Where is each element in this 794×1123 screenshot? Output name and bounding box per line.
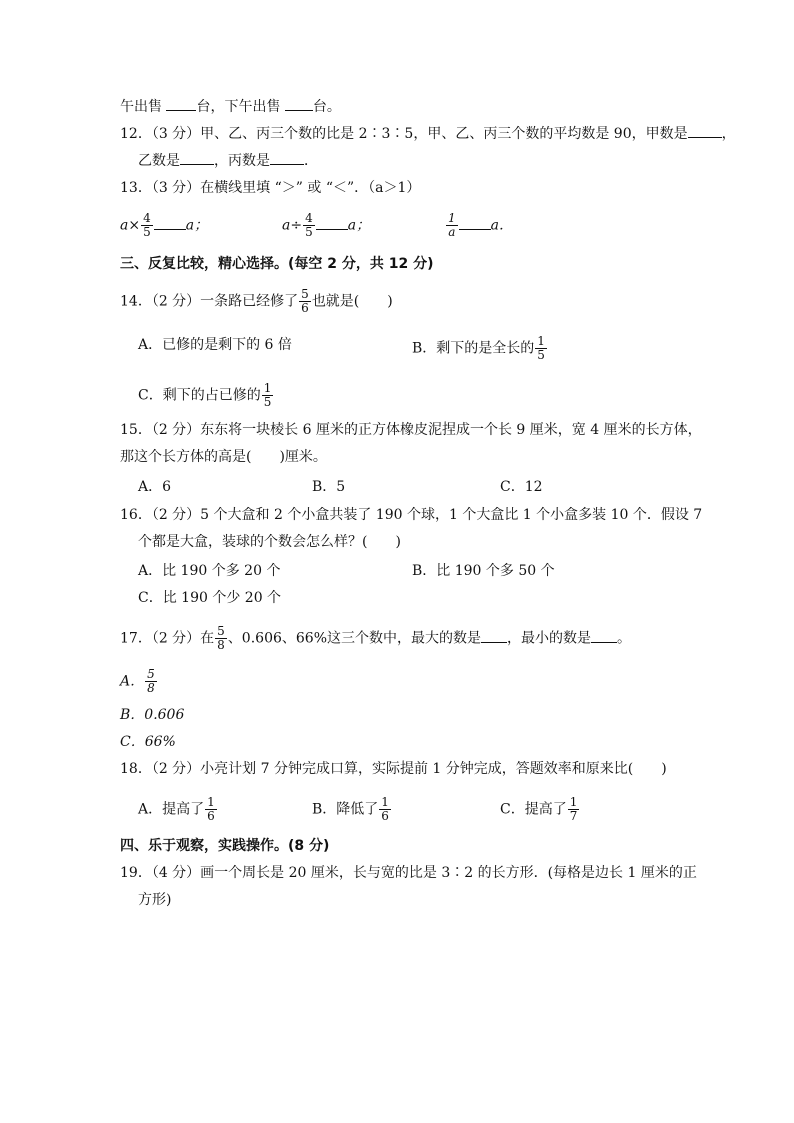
section-4-heading: 四、乐于观察，实践操作。(8 分) [120, 838, 330, 854]
q12-text-yi: 乙数是 [138, 153, 180, 169]
q16-line2: 个都是大盒，装球的个数会怎么样？( ) [138, 534, 401, 550]
q11-text-c: 台。 [312, 99, 341, 115]
answer-blank-bing[interactable] [270, 150, 304, 165]
q17-option-c[interactable]: C．66% [120, 734, 176, 750]
q14-option-c[interactable] [138, 382, 274, 409]
section-3-heading: 三、反复比较，精心选择。(每空 2 分，共 12 分) [120, 256, 434, 272]
q15-option-b[interactable]: B．5 [312, 479, 346, 495]
q12-punct2: ． [304, 153, 318, 169]
q16-option-a[interactable]: A．比 190 个多 20 个 [138, 563, 281, 579]
q11-text-b: 台，下午出售 [196, 99, 285, 115]
q11-text-a: 午出售 [120, 99, 167, 115]
q15-line2: 那这个长方体的高是( )厘米。 [120, 449, 327, 465]
q13-expr1 [120, 212, 208, 239]
fraction: $\frac{5}{8}$ [217, 624, 225, 652]
expr-text: a； [347, 217, 371, 234]
q12-text: 12．（3 分）甲、乙、丙三个数的比是 2∶3∶5，甲、乙、丙三个数的平均数是 90，甲数是 [120, 126, 688, 142]
fraction: $\frac{1}{a}$ [448, 211, 456, 239]
q17-text [120, 625, 631, 652]
option-text: B．剩下的是全长的 [412, 340, 535, 357]
q17-text-b: 、0.606、66%这三个数中，最大的数是 [227, 630, 482, 647]
q12-line1 [120, 123, 736, 144]
q18-option-a[interactable] [138, 796, 218, 823]
expr-text: a． [490, 217, 513, 234]
fraction: $\frac{1}{5}$ [263, 381, 272, 409]
compare-blank[interactable] [316, 215, 348, 230]
answer-blank-jia[interactable] [688, 123, 722, 138]
fraction: $\frac{1}{7}$ [569, 795, 578, 823]
fraction: $\frac{1}{5}$ [537, 334, 545, 362]
q15-option-a[interactable]: A．6 [138, 479, 172, 495]
fraction: $\frac{4}{5}$ [305, 211, 313, 239]
q11-tail [120, 96, 341, 117]
fraction: $\frac{1}{6}$ [207, 795, 215, 823]
expr-text: a； [185, 217, 209, 234]
option-text: C．提高了 [500, 801, 567, 818]
q19-line1: 19．（4 分）画一个周长是 20 厘米，长与宽的比是 3∶2 的长方形．(每格是边长 1 厘米的正 [120, 865, 697, 881]
q17-text-c: ，最小的数是 [507, 630, 592, 647]
q13-expr2 [282, 212, 370, 239]
q13-text: 13．（3 分）在横线里填 “＞” 或 “＜”．（a＞1） [120, 180, 421, 196]
q12-punct: ， [721, 126, 736, 142]
q14-option-b[interactable] [412, 335, 548, 362]
q15-option-c[interactable]: C．12 [500, 479, 543, 495]
q12-text-bing: ，丙数是 [214, 153, 270, 169]
q15-line1: 15．（2 分）东东将一块棱长 6 厘米的正方体橡皮泥捏成一个长 9 厘米，宽 4 厘米的长方体， [120, 422, 702, 438]
answer-blank-max[interactable] [481, 628, 507, 643]
fraction: $\frac{4}{5}$ [143, 211, 151, 239]
q14-text [120, 288, 393, 315]
q16-option-c[interactable]: C．比 190 个少 20 个 [138, 590, 282, 606]
option-text: B．降低了 [312, 801, 379, 818]
q18-option-b[interactable] [312, 796, 392, 823]
answer-blank-min[interactable] [591, 628, 617, 643]
option-label: A． [120, 673, 145, 690]
answer-blank[interactable] [285, 96, 313, 111]
fraction: $\frac{5}{6}$ [301, 287, 309, 315]
expr-text: a× [120, 217, 141, 234]
q12-line2 [138, 150, 318, 171]
q17-option-b[interactable]: B．0.606 [120, 707, 185, 723]
q14-text-b: 也就是( ) [311, 293, 393, 310]
fraction: $\frac{5}{8}$ [147, 667, 155, 695]
q14-option-a[interactable]: A．已修的是剩下的 6 倍 [138, 337, 292, 353]
option-text: A．提高了 [138, 801, 205, 818]
q19-line2: 方形) [138, 892, 172, 908]
q17-text-a: 17．（2 分）在 [120, 630, 215, 647]
fraction: $\frac{1}{6}$ [381, 795, 389, 823]
q17-option-a[interactable] [120, 668, 158, 695]
q18-option-c[interactable] [500, 796, 580, 823]
compare-blank[interactable] [154, 215, 186, 230]
q16-line1: 16．（2 分）5 个大盒和 2 个小盒共装了 190 个球，1 个大盒比 1 个小盒多装 10 个．假设 7 [120, 507, 703, 523]
option-text: C．剩下的占已修的 [138, 387, 261, 404]
answer-blank[interactable] [166, 96, 196, 111]
q16-option-b[interactable]: B．比 190 个多 50 个 [412, 563, 555, 579]
q17-text-d: 。 [617, 630, 632, 647]
q14-text-a: 14．（2 分）一条路已经修了 [120, 293, 299, 310]
answer-blank-yi[interactable] [180, 150, 214, 165]
q13-expr3 [445, 212, 513, 239]
q18-text: 18．（2 分）小亮计划 7 分钟完成口算，实际提前 1 分钟完成，答题效率和原来比( ) [120, 761, 667, 777]
compare-blank[interactable] [459, 215, 491, 230]
expr-text: a÷ [282, 217, 303, 234]
